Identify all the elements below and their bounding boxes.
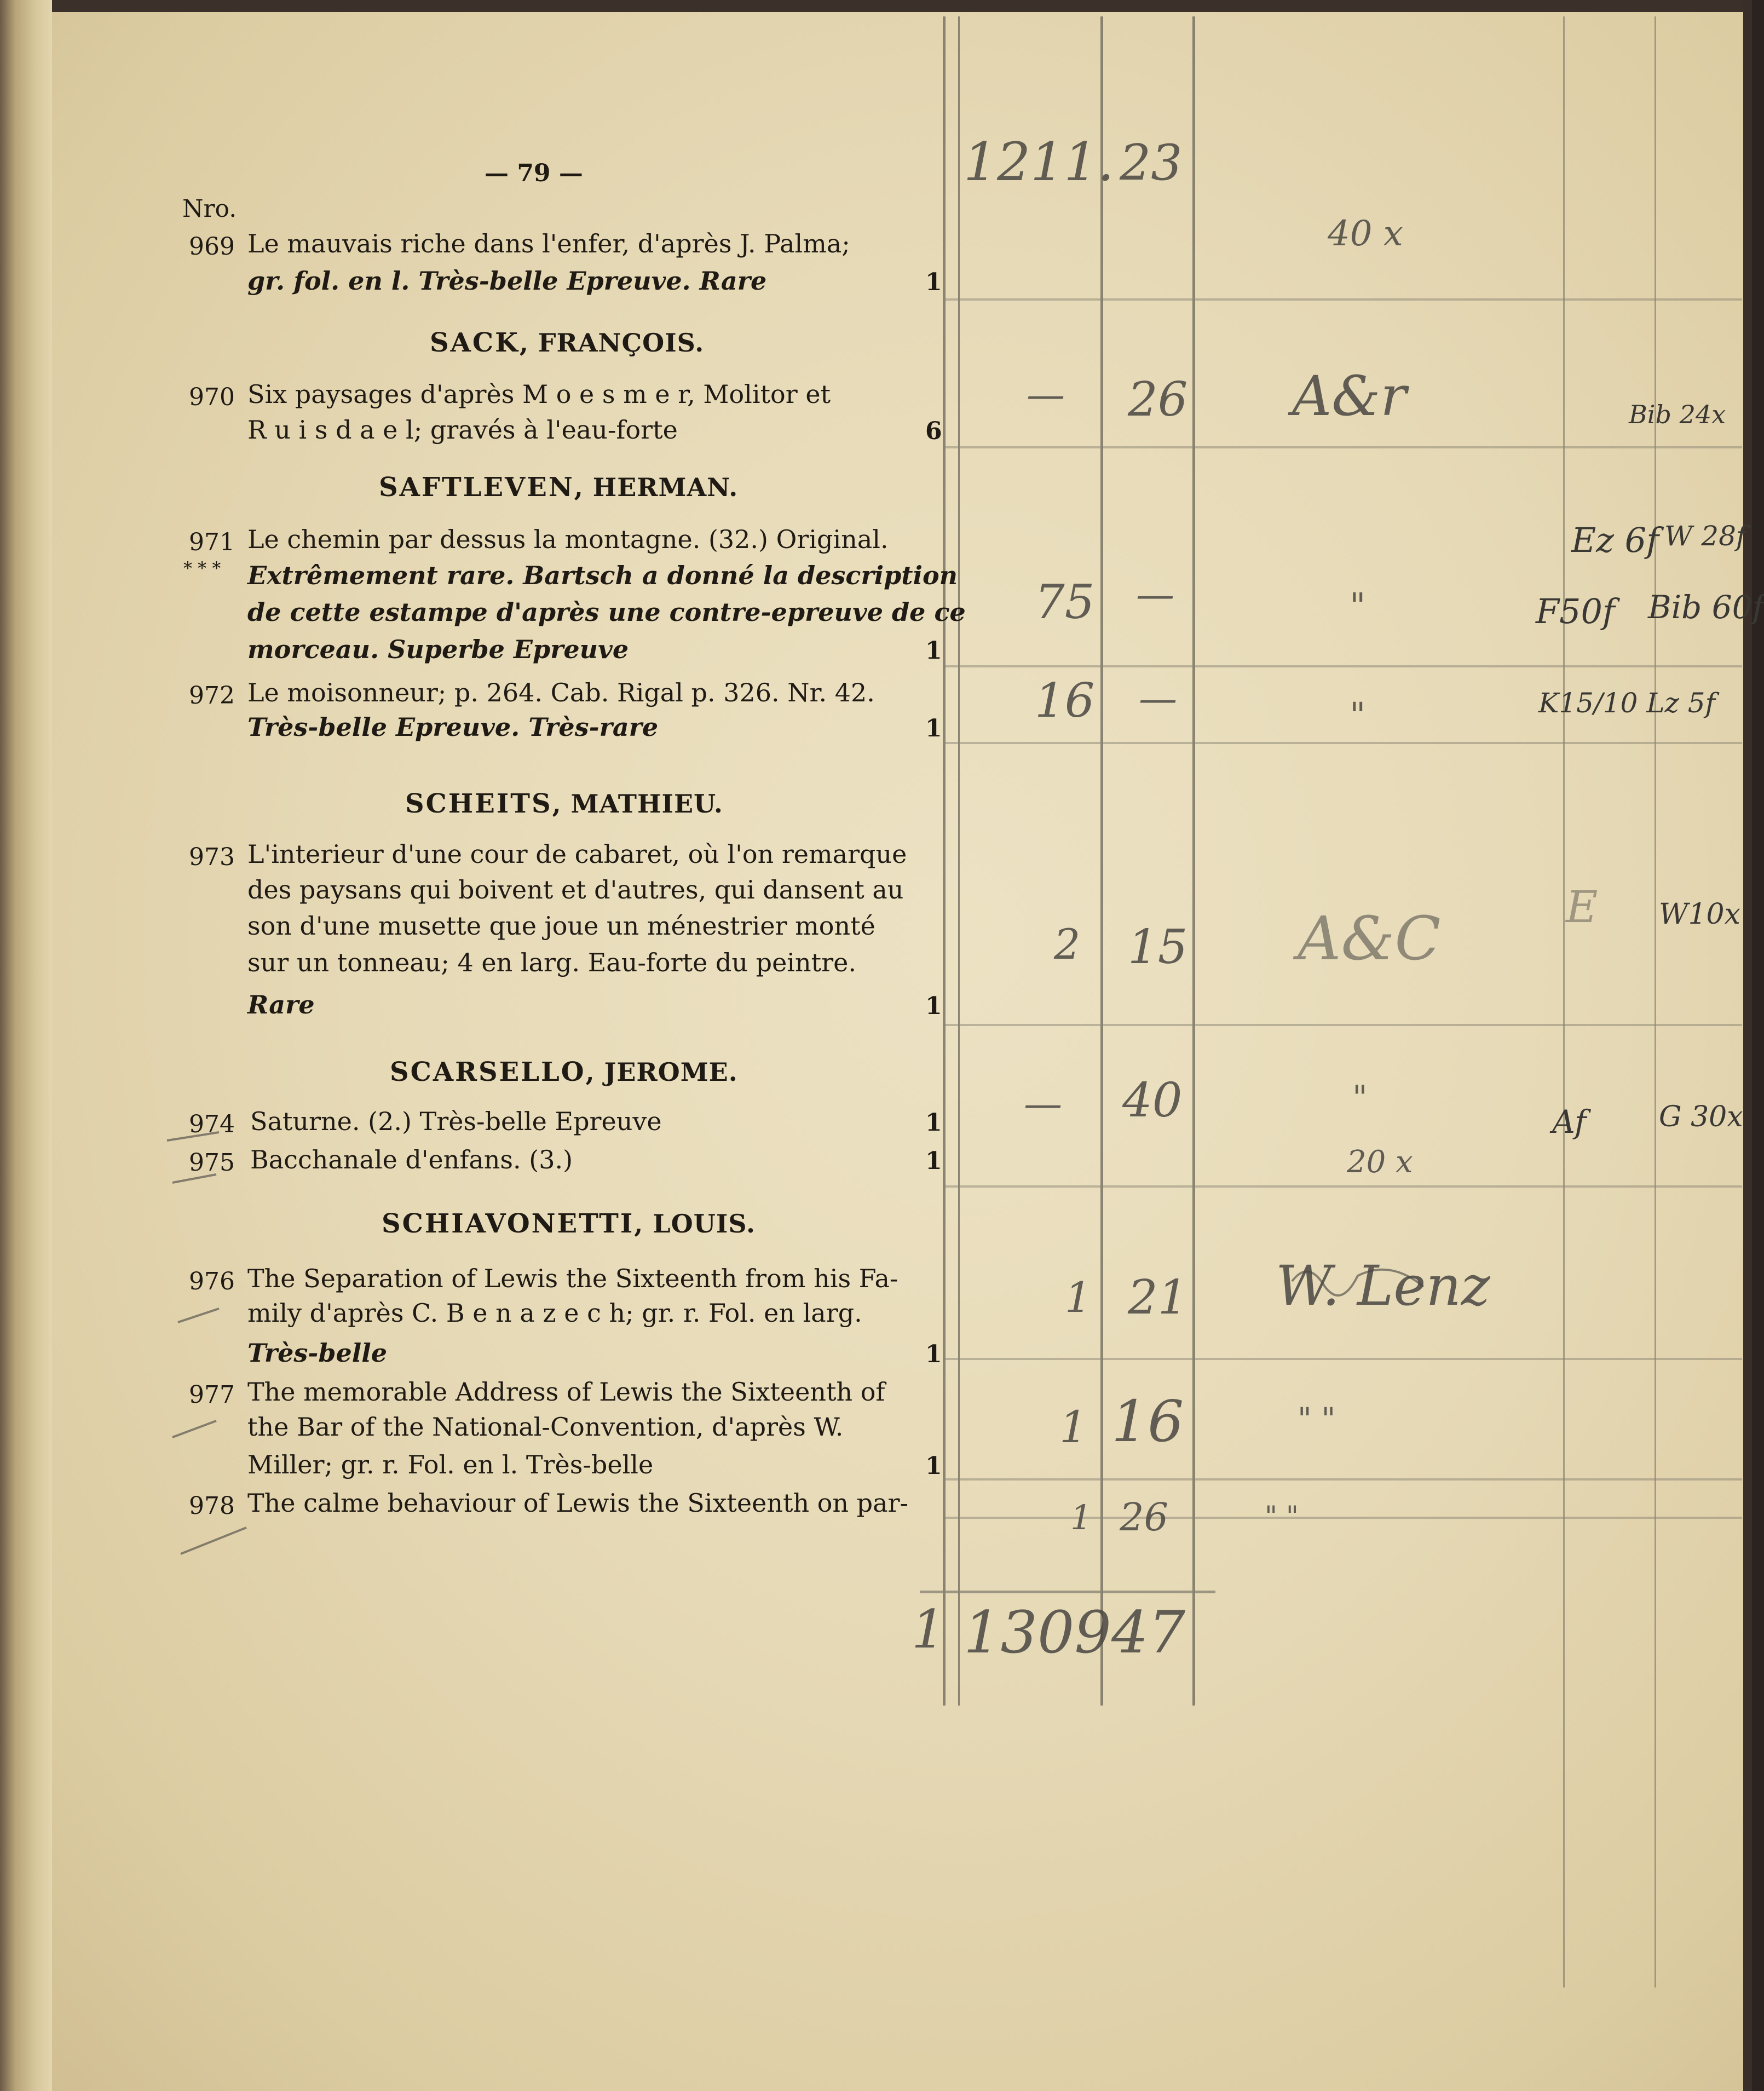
hw-price-b: — [1139, 676, 1177, 721]
hw-price-a: 1 [1070, 1497, 1092, 1537]
hw-bid: F50f [1536, 591, 1615, 631]
tick-mark [167, 1132, 219, 1140]
entry-line: de cette estampe d'après une contre-epreuve de ce [247, 597, 966, 627]
artist-surname: SACK [430, 327, 520, 358]
page-number: — 79 — [485, 159, 583, 187]
entry-quantity: 1 [925, 1340, 942, 1368]
artist-given-name: , HERMAN. [574, 473, 739, 502]
entry-line: R u i s d a e l; gravés à l'eau-forte [247, 415, 678, 445]
entry-line: Le moisonneur; p. 264. Cab. Rigal p. 326. Nr. 42. [247, 678, 875, 707]
entry-line: morceau. Superbe Epreuve [247, 635, 629, 664]
hw-buyer: A&C [1298, 903, 1441, 974]
entry-marks: * * * [183, 558, 221, 579]
entry-quantity: 1 [925, 992, 942, 1020]
entry-line: Très-belle Epreuve. Très-rare [247, 712, 659, 742]
entry-number: 971 [189, 528, 235, 556]
entry-line: Six paysages d'après M o e s m e r, Molitor et [247, 379, 831, 409]
hw-bid: Ez 6f [1571, 520, 1659, 560]
artist-surname: SCHEITS [405, 788, 552, 819]
entry-quantity: 1 [925, 1147, 942, 1175]
hw-price-a: 1 [1059, 1402, 1087, 1453]
hw-total-mark: 1 [912, 1599, 946, 1660]
artist-given-name: , LOUIS. [634, 1209, 756, 1239]
entry-line: L'interieur d'une cour de cabaret, où l'on remarque [247, 839, 907, 869]
hw-price-b: 26 [1120, 1495, 1169, 1540]
hw-ditto: " " [1265, 1500, 1299, 1532]
hw-bid: E [1566, 882, 1598, 932]
hw-carry-over-b: 23 [1120, 134, 1183, 192]
hw-price-b: 21 [1128, 1270, 1188, 1325]
tick-mark [172, 1421, 216, 1437]
hw-buyer: W. Lenz [1276, 1254, 1490, 1318]
hw-ditto: " [1352, 1079, 1368, 1117]
artist-given-name: , MATHIEU. [552, 789, 723, 819]
entry-number: 976 [189, 1268, 235, 1295]
entry-line: mily d'après C. B e n a z e c h; gr. r. Fol. en larg. [247, 1298, 862, 1328]
entry-line: des paysans qui boivent et d'autres, qui dansent au [247, 875, 904, 905]
hw-price-a: 16 [1035, 673, 1095, 728]
entry-line: son d'une musette que joue un ménestrier monté [247, 911, 875, 941]
artist-given-name: , JEROME. [585, 1057, 738, 1087]
artist-surname: SCARSELLO [390, 1057, 586, 1087]
tick-mark [181, 1528, 246, 1554]
entry-line: Extrêmement rare. Bartsch a donné la description [247, 561, 958, 590]
entry-line: Le chemin par dessus la montagne. (32.) Original. [247, 525, 889, 554]
hw-bid: W 28f [1664, 520, 1746, 552]
hw-price-a: 75 [1035, 575, 1095, 630]
entry-quantity: 1 [925, 268, 942, 296]
entry-line: Miller; gr. r. Fol. en l. Très-belle [247, 1450, 654, 1479]
hw-price-b: 16 [1111, 1388, 1184, 1455]
hw-note: 20 x [1347, 1144, 1413, 1180]
hw-price-a: — [1027, 372, 1065, 417]
entry-line: The calme behaviour of Lewis the Sixteenth on par- [247, 1488, 909, 1518]
hw-ditto: " " [1298, 1402, 1336, 1437]
entry-quantity: 1 [925, 1452, 942, 1480]
artist-surname: SAFTLEVEN [379, 472, 574, 503]
hw-price-a: 2 [1054, 920, 1081, 969]
entry-number: 972 [189, 682, 235, 710]
entry-quantity: 1 [925, 715, 942, 742]
hw-buyer: A&r [1292, 364, 1407, 428]
hw-ditto: " [1350, 586, 1366, 626]
hw-price-b: 40 [1122, 1073, 1183, 1128]
hw-bid: W10x [1659, 898, 1740, 931]
tick-mark [178, 1309, 219, 1322]
entry-number: 975 [189, 1149, 235, 1177]
entry-number: 977 [189, 1381, 235, 1409]
entry-line: Très-belle [247, 1338, 388, 1368]
hw-price-a: — [1024, 1081, 1062, 1126]
entry-line: Bacchanale d'enfans. (3.) [250, 1145, 573, 1174]
entry-line: Le mauvais riche dans l'enfer, d'après J. Palma; [247, 229, 850, 258]
hw-price-b: 15 [1128, 920, 1188, 975]
entry-number: 969 [189, 233, 235, 261]
entry-line: Saturne. (2.) Très-belle Epreuve [250, 1107, 662, 1136]
entry-number: 970 [189, 383, 235, 411]
tick-mark [172, 1174, 216, 1183]
hw-total-b: 47 [1111, 1599, 1185, 1666]
entry-line: The memorable Address of Lewis the Sixteenth of [247, 1377, 885, 1407]
entry-number: 974 [189, 1110, 235, 1138]
entry-line: The Separation of Lewis the Sixteenth from his Fa- [247, 1264, 898, 1293]
hw-bid: Af [1552, 1103, 1587, 1140]
artist-given-name: , FRANÇOIS. [519, 328, 705, 358]
hw-note: 40 x [1328, 214, 1403, 254]
hw-price-b: — [1136, 572, 1174, 617]
hw-bid: G 30x [1659, 1101, 1743, 1133]
entry-line: gr. fol. en l. Très-belle Epreuve. Rare [247, 266, 767, 296]
hw-bid: Bib 24x [1629, 400, 1726, 429]
entry-quantity: 1 [925, 1109, 942, 1137]
hw-carry-over-a: 1211. [964, 131, 1114, 193]
nro-label: Nro. [182, 195, 237, 223]
hw-bid: Bib 60f [1648, 589, 1764, 626]
hw-total-a: 1309 [964, 1599, 1111, 1666]
entry-quantity: 6 [925, 417, 942, 445]
entry-number: 973 [189, 843, 235, 871]
entry-number: 978 [189, 1492, 235, 1520]
entry-line: the Bar of the National-Convention, d'après W. [247, 1412, 844, 1442]
hw-price-b: 26 [1128, 372, 1188, 427]
hw-price-a: 1 [1065, 1273, 1092, 1322]
hw-bid: K15/10 Lz 5f [1538, 687, 1716, 719]
entry-quantity: 1 [925, 637, 942, 665]
artist-surname: SCHIAVONETTI [382, 1208, 635, 1239]
entry-line: Rare [247, 990, 315, 1019]
hw-ditto: " [1350, 695, 1366, 736]
entry-line: sur un tonneau; 4 en larg. Eau-forte du peintre. [247, 948, 856, 977]
